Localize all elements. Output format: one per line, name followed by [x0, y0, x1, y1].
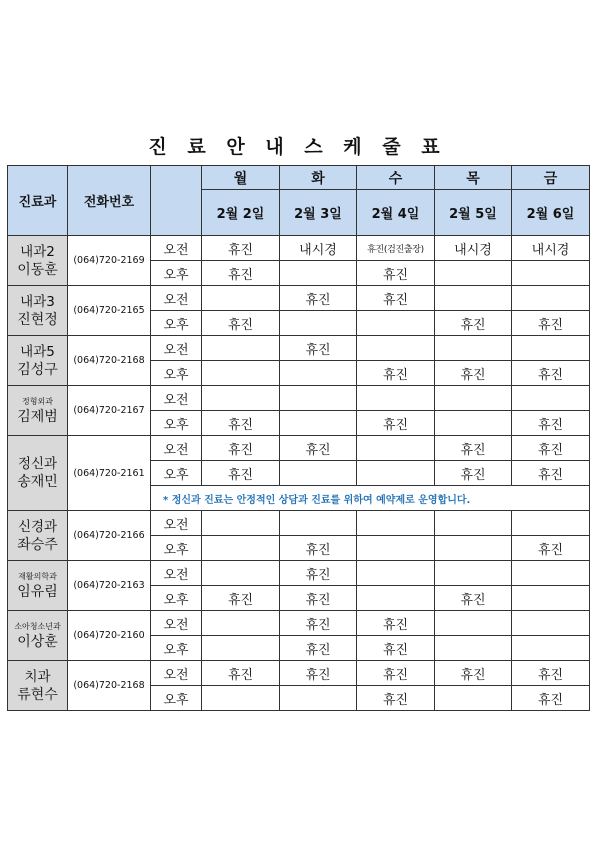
schedule-cell [202, 536, 280, 561]
department-cell [8, 611, 68, 661]
schedule-cell [357, 561, 435, 586]
schedule-cell: 휴진 [202, 661, 280, 686]
department-name: 재활의학과 [18, 571, 57, 581]
schedule-cell [357, 536, 435, 561]
schedule-cell: 휴진 [357, 411, 435, 436]
am-label: 오전 [151, 511, 202, 536]
schedule-cell [357, 436, 435, 461]
department-name: 내과3 [20, 293, 55, 310]
schedule-cell [280, 361, 357, 386]
schedule-cell [357, 386, 435, 411]
pm-label: 오후 [151, 461, 202, 486]
phone-number: (064)720-2168 [68, 336, 151, 386]
schedule-cell [435, 286, 512, 311]
schedule-cell: 휴진 [280, 661, 357, 686]
schedule-cell [357, 461, 435, 486]
phone-number: (064)720-2166 [68, 511, 151, 561]
schedule-cell [435, 261, 512, 286]
phone-number: (064)720-2169 [68, 236, 151, 286]
pm-label: 오후 [151, 636, 202, 661]
schedule-cell [202, 636, 280, 661]
pm-label: 오후 [151, 411, 202, 436]
schedule-cell [435, 511, 512, 536]
header-date: 2월 3일 [280, 190, 357, 236]
schedule-cell [357, 336, 435, 361]
schedule-cell [512, 611, 590, 636]
schedule-cell: 휴진(검진출장) [357, 236, 435, 261]
department-name: 정형외과 [22, 396, 53, 406]
header-day: 목 [435, 166, 512, 190]
phone-number: (064)720-2168 [68, 661, 151, 711]
header-day: 금 [512, 166, 590, 190]
department-cell [8, 511, 68, 561]
schedule-cell: 휴진 [202, 461, 280, 486]
am-label: 오전 [151, 611, 202, 636]
schedule-cell [512, 586, 590, 611]
schedule-cell: 휴진 [202, 261, 280, 286]
pm-label: 오후 [151, 311, 202, 336]
schedule-cell: 휴진 [357, 611, 435, 636]
schedule-cell [202, 561, 280, 586]
table-row [8, 511, 590, 536]
schedule-cell [512, 511, 590, 536]
department-name: 치과 [24, 668, 51, 685]
schedule-cell: 휴진 [435, 311, 512, 336]
pm-label: 오후 [151, 536, 202, 561]
schedule-cell: 휴진 [512, 411, 590, 436]
pm-label: 오후 [151, 586, 202, 611]
schedule-cell [202, 336, 280, 361]
schedule-cell: 휴진 [435, 361, 512, 386]
schedule-cell: 휴진 [202, 586, 280, 611]
schedule-cell: 휴진 [357, 636, 435, 661]
header-date: 2월 4일 [357, 190, 435, 236]
doctor-name: 이동훈 [17, 261, 58, 278]
schedule-cell: 휴진 [202, 236, 280, 261]
schedule-cell: 휴진 [357, 286, 435, 311]
table-row [8, 436, 590, 461]
doctor-name: 송재민 [17, 474, 58, 490]
schedule-cell [280, 411, 357, 436]
schedule-cell: 휴진 [512, 436, 590, 461]
schedule-cell [435, 611, 512, 636]
schedule-cell: 휴진 [202, 311, 280, 336]
schedule-cell: 내시경 [280, 236, 357, 261]
schedule-cell [357, 586, 435, 611]
table-row [8, 336, 590, 361]
table-row [8, 386, 590, 411]
doctor-name: 김성구 [17, 361, 58, 378]
doctor-name: 이상훈 [17, 633, 58, 650]
schedule-cell: 휴진 [512, 661, 590, 686]
header-dept: 진료과 [8, 166, 68, 236]
schedule-cell: 휴진 [512, 361, 590, 386]
schedule-cell [202, 386, 280, 411]
department-cell [8, 561, 68, 611]
doctor-name: 류현수 [17, 686, 58, 703]
pm-label: 오후 [151, 261, 202, 286]
doctor-name: 김제범 [17, 408, 58, 425]
am-label: 오전 [151, 336, 202, 361]
schedule-cell: 내시경 [512, 236, 590, 261]
department-name: 정신과 [17, 456, 58, 472]
schedule-cell [357, 311, 435, 336]
schedule-cell [280, 261, 357, 286]
schedule-cell: 휴진 [280, 436, 357, 461]
schedule-cell: 휴진 [280, 336, 357, 361]
doctor-name: 진현정 [17, 311, 58, 328]
department-cell [8, 386, 68, 436]
schedule-cell: 휴진 [435, 461, 512, 486]
schedule-cell [357, 511, 435, 536]
schedule-cell [435, 686, 512, 711]
schedule-cell: 내시경 [435, 236, 512, 261]
schedule-cell [435, 536, 512, 561]
schedule-cell: 휴진 [357, 261, 435, 286]
schedule-cell: 휴진 [512, 686, 590, 711]
schedule-cell: 휴진 [512, 536, 590, 561]
am-label: 오전 [151, 561, 202, 586]
schedule-cell [512, 261, 590, 286]
schedule-cell [512, 636, 590, 661]
header-date: 2월 2일 [202, 190, 280, 236]
schedule-table [7, 165, 590, 711]
schedule-cell [280, 311, 357, 336]
table-row [8, 236, 590, 261]
doctor-name: 임유림 [17, 583, 58, 600]
header-date: 2월 5일 [435, 190, 512, 236]
am-label: 오전 [151, 386, 202, 411]
schedule-cell: 휴진 [202, 411, 280, 436]
reservation-note: * 정신과 진료는 안정적인 상담과 진료를 위하여 예약제로 운영합니다. [151, 486, 590, 511]
phone-number: (064)720-2160 [68, 611, 151, 661]
department-name: 내과5 [20, 343, 55, 360]
phone-number: (064)720-2167 [68, 386, 151, 436]
doctor-name: 좌승주 [17, 536, 58, 553]
table-row [8, 286, 590, 311]
department-name: 소아청소년과 [14, 621, 61, 631]
table-row [8, 561, 590, 586]
schedule-cell: 휴진 [357, 361, 435, 386]
schedule-cell [435, 336, 512, 361]
department-cell [8, 236, 68, 286]
schedule-cell [512, 386, 590, 411]
department-name: 내과2 [20, 243, 55, 260]
page-title: 진 료 안 내 스 케 줄 표 [148, 136, 447, 158]
header-phone: 전화번호 [68, 166, 151, 236]
schedule-cell [435, 411, 512, 436]
schedule-cell [435, 636, 512, 661]
schedule-cell: 휴진 [435, 661, 512, 686]
schedule-cell: 휴진 [435, 586, 512, 611]
schedule-cell: 휴진 [435, 436, 512, 461]
schedule-cell: 휴진 [512, 311, 590, 336]
schedule-cell [202, 361, 280, 386]
department-cell [8, 661, 68, 711]
department-cell [8, 336, 68, 386]
schedule-cell: 휴진 [280, 611, 357, 636]
schedule-cell [202, 286, 280, 311]
schedule-cell [280, 511, 357, 536]
schedule-cell [512, 286, 590, 311]
department-name: 신경과 [17, 518, 58, 535]
schedule-cell: 휴진 [202, 436, 280, 461]
schedule-cell [280, 461, 357, 486]
schedule-cell: 휴진 [280, 636, 357, 661]
am-label: 오전 [151, 236, 202, 261]
schedule-cell [512, 336, 590, 361]
schedule-cell: 휴진 [357, 661, 435, 686]
schedule-cell [202, 511, 280, 536]
schedule-cell: 휴진 [280, 286, 357, 311]
phone-number: (064)720-2161 [68, 436, 151, 511]
am-label: 오전 [151, 436, 202, 461]
schedule-cell [202, 686, 280, 711]
schedule-cell: 휴진 [512, 461, 590, 486]
am-label: 오전 [151, 661, 202, 686]
department-cell [8, 436, 68, 511]
phone-number: (064)720-2165 [68, 286, 151, 336]
schedule-cell [435, 386, 512, 411]
pm-label: 오후 [151, 686, 202, 711]
schedule-cell [280, 386, 357, 411]
header-blank [151, 166, 202, 236]
pm-label: 오후 [151, 361, 202, 386]
header-day: 화 [280, 166, 357, 190]
schedule-cell: 휴진 [280, 586, 357, 611]
header-day: 월 [202, 166, 280, 190]
schedule-cell [202, 611, 280, 636]
header-day: 수 [357, 166, 435, 190]
department-cell [8, 286, 68, 336]
header-date: 2월 6일 [512, 190, 590, 236]
table-row [8, 611, 590, 636]
schedule-cell: 휴진 [280, 536, 357, 561]
schedule-cell: 휴진 [357, 686, 435, 711]
phone-number: (064)720-2163 [68, 561, 151, 611]
schedule-cell [435, 561, 512, 586]
schedule-cell [280, 686, 357, 711]
schedule-cell: 휴진 [280, 561, 357, 586]
schedule-cell [512, 561, 590, 586]
am-label: 오전 [151, 286, 202, 311]
table-row [8, 661, 590, 686]
